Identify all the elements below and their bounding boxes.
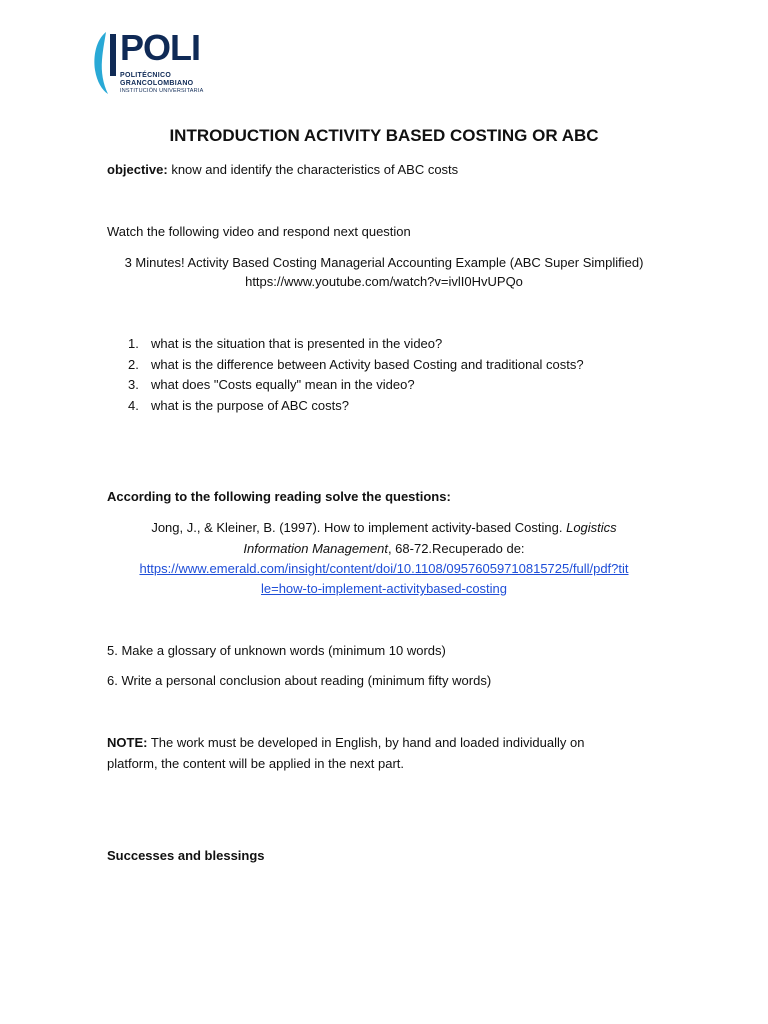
citation-line1: Jong, J., & Kleiner, B. (1997). How to implement activity-based Costing. Logistics — [151, 520, 617, 535]
question-list — [128, 334, 584, 416]
objective-text: know and identify the characteristics of ABC costs — [171, 162, 459, 177]
list-item: 3. what does "Costs equally" mean in the video? — [128, 377, 415, 392]
citation-line2: Information Management, 68-72.Recuperado de: — [243, 541, 525, 556]
poli-logo-emblem — [92, 30, 118, 96]
reading-heading: According to the following reading solve the questions: — [107, 489, 451, 504]
list-item: 2. what is the difference between Activity based Costing and traditional costs? — [128, 356, 584, 372]
objective-line — [107, 161, 458, 178]
note-line2: platform, the content will be applied in the next part. — [107, 756, 405, 771]
closing-text: Successes and blessings — [107, 848, 265, 863]
page-title: INTRODUCTION ACTIVITY BASED COSTING OR ABC — [169, 126, 599, 145]
poli-logo-line3: INSTITUCIÓN UNIVERSITARIA — [120, 88, 204, 94]
note-label: NOTE: — [107, 735, 148, 750]
poli-logo-line1: POLITÉCNICO — [120, 72, 172, 79]
note-line1: NOTE: The work must be developed in English, by hand and loaded individually on — [107, 735, 585, 750]
list-item: 1. what is the situation that is presented in the video? — [128, 336, 443, 351]
poli-wordmark: POLI — [120, 27, 201, 68]
citation-journal-a: Logistics — [566, 520, 617, 535]
video-title: 3 Minutes! Activity Based Costing Managerial Accounting Example (ABC Super Simplified) — [124, 255, 644, 270]
task-5: 5. Make a glossary of unknown words (minimum 10 words) — [107, 643, 446, 658]
citation-link-line1[interactable]: https://www.emerald.com/insight/content/doi/10.1108/09576059710815725/full/pdf?tit — [139, 561, 629, 576]
watch-instruction: Watch the following video and respond next question — [107, 224, 411, 239]
list-item: 4. what is the purpose of ABC costs? — [128, 397, 349, 413]
citation-journal-b: Information Management — [243, 541, 388, 556]
video-url[interactable]: https://www.youtube.com/watch?v=ivlI0HvUPQo — [245, 274, 523, 289]
task-6: 6. Write a personal conclusion about reading (minimum fifty words) — [107, 673, 492, 688]
poli-logo — [92, 28, 212, 98]
poli-logo-line2: GRANCOLOMBIANO — [120, 80, 194, 87]
objective-label: objective: — [107, 162, 168, 177]
citation-link-line2[interactable]: le=how-to-implement-activitybased-costing — [260, 581, 508, 596]
